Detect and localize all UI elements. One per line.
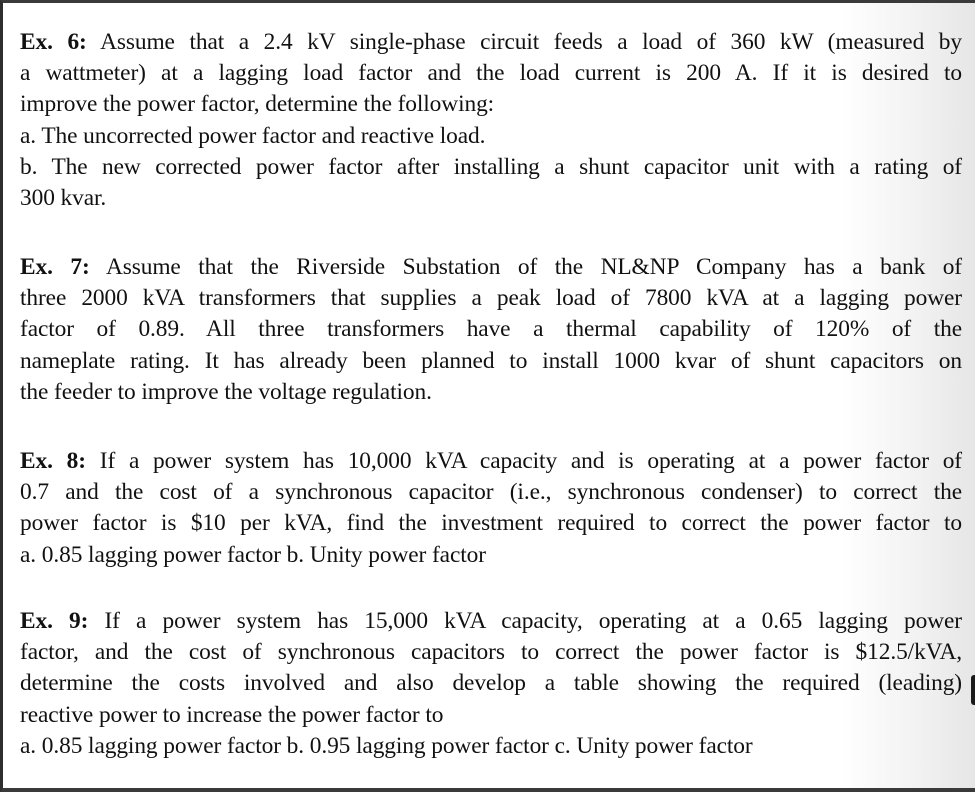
- exercise-6-line-2: a wattmeter) at a lagging load factor and the load current is 200 A. If it is desired to: [20, 60, 962, 87]
- exercise-6-item-a: a. The uncorrected power factor and reactive load.: [20, 122, 486, 149]
- exercise-9-line-3: determine the costs involved and also develop a table showing the required (leading): [20, 670, 962, 697]
- exercise-8-options: a. 0.85 lagging power factor b. Unity power factor: [20, 541, 486, 568]
- exercise-6-line-6: 300 kvar.: [20, 185, 107, 212]
- exercise-9-options: a. 0.85 lagging power factor b. 0.95 lagging power factor c. Unity power factor: [20, 732, 753, 759]
- exercise-7-line-5: the feeder to improve the voltage regulation.: [20, 378, 432, 405]
- exercise-9: [20, 606, 962, 762]
- exercise-9-line-4: reactive power to increase the power factor to: [20, 701, 444, 728]
- exercise-8-line-3: power factor is $10 per kVA, find the investment required to correct the power factor to: [20, 510, 962, 537]
- exercise-8: [20, 446, 962, 571]
- exercise-6-line-1: Ex. 6: Assume that a 2.4 kV single-phase circuit feeds a load of 360 kW (measured by: [20, 29, 962, 55]
- exercise-7-line-3: factor of 0.89. All three transformers have a thermal capability of 120% of the: [20, 316, 962, 343]
- exercise-9-label: Ex. 9:: [20, 608, 89, 634]
- exercise-9-line-2: factor, and the cost of synchronous capacitors to correct the power factor is $12.5/kVA,: [20, 639, 962, 666]
- exercise-6-line-3: improve the power factor, determine the following:: [20, 91, 495, 118]
- exercise-9-line-1: Ex. 9: If a power system has 15,000 kVA capacity, operating at a 0.65 lagging power: [20, 608, 962, 634]
- exercise-7-line-4: nameplate rating. It has already been planned to install 1000 kvar of shunt capacitors on: [20, 347, 962, 374]
- exercise-6-label: Ex. 6:: [20, 29, 87, 55]
- exercise-7: [20, 252, 962, 408]
- exercise-6-item-b: b. The new corrected power factor after installing a shunt capacitor unit with a rating of: [20, 153, 962, 180]
- exercise-6: [20, 27, 962, 214]
- exercise-7-line-1: Ex. 7: Assume that the Riverside Substation of the NL&NP Company has a bank of: [20, 254, 962, 280]
- exercise-7-label: Ex. 7:: [20, 254, 90, 280]
- exercise-8-line-1: Ex. 8: If a power system has 10,000 kVA capacity and is operating at a power factor of: [20, 448, 962, 474]
- right-edge-mark: [971, 675, 975, 705]
- exercise-8-label: Ex. 8:: [20, 448, 86, 474]
- exercise-8-line-2: 0.7 and the cost of a synchronous capacitor (i.e., synchronous condenser) to correct the: [20, 479, 962, 506]
- exercise-7-line-2: three 2000 kVA transformers that supplies a peak load of 7800 kVA at a lagging power: [20, 285, 962, 312]
